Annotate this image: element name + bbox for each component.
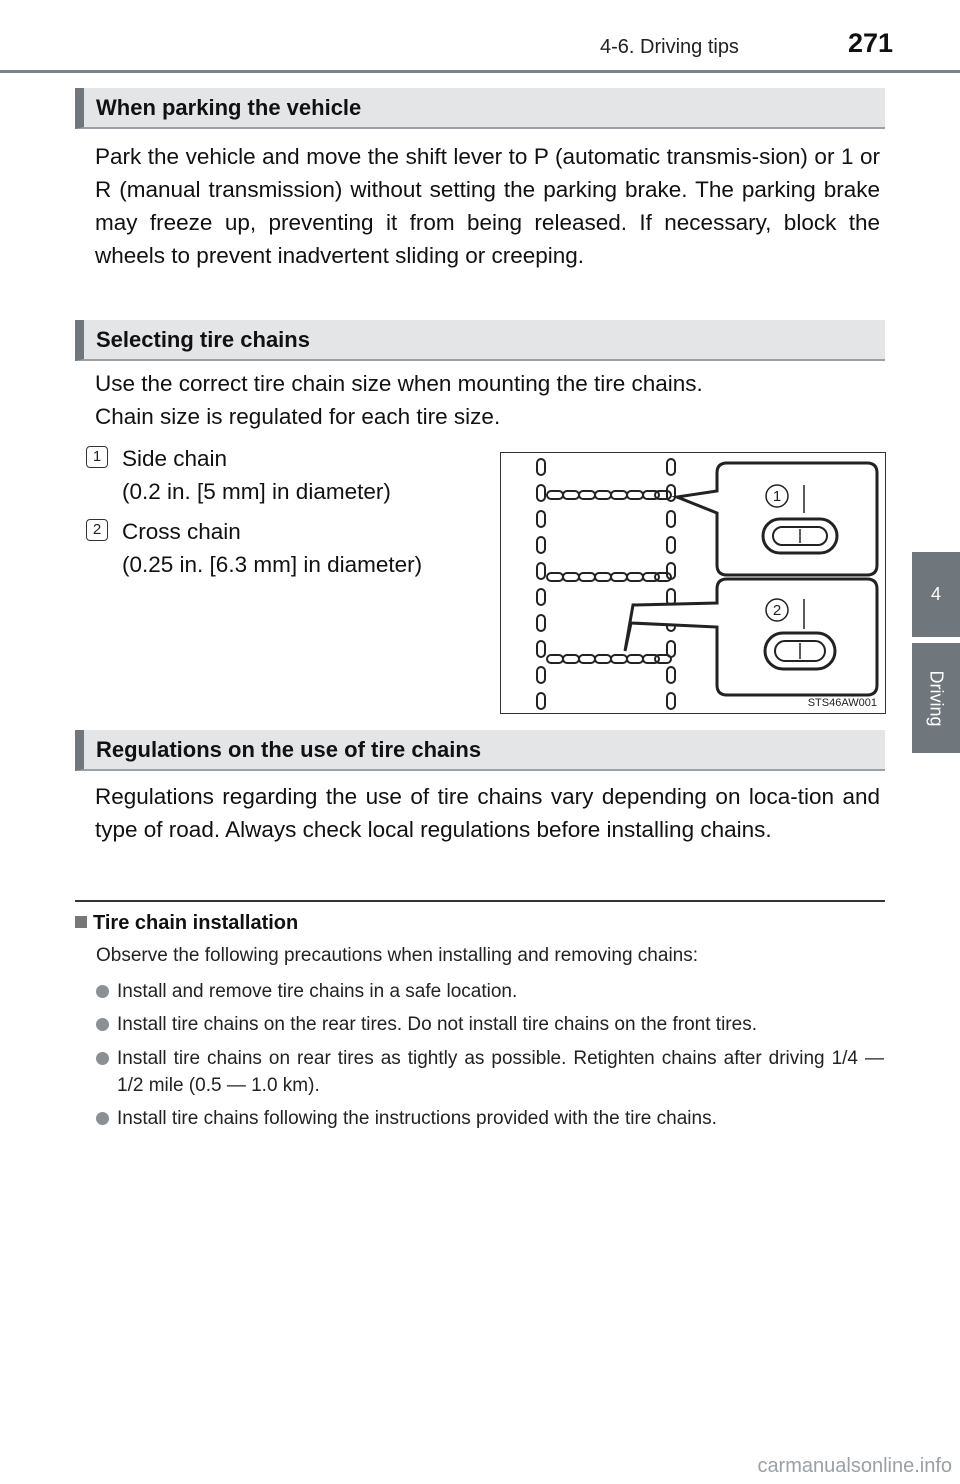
callout-cross-chain <box>625 579 877 695</box>
bullet-dot-icon <box>96 1018 109 1031</box>
cross-chain-top <box>547 491 671 499</box>
callout-1-number: 1 <box>772 488 782 505</box>
side-chain-detail: (0.2 in. [5 mm] in diameter) <box>122 479 391 504</box>
section-divider <box>75 900 885 902</box>
parking-paragraph: Park the vehicle and move the shift lever to P (automatic transmis-sion) or 1 or R (manual transmission) without setting the parking brake. The parking brake may freeze up, preventing it from being released. If necessary, block the wheels to prevent inadvertent sliding or creeping. <box>95 144 880 268</box>
heading-parking: When parking the vehicle <box>75 88 885 129</box>
list-item <box>96 1011 884 1038</box>
header-rule <box>0 70 960 73</box>
cross-chain-detail: (0.25 in. [6.3 mm] in diameter) <box>122 552 423 577</box>
list-item <box>96 1105 884 1132</box>
installation-heading <box>75 912 298 935</box>
list-item <box>96 978 884 1005</box>
list-item-text: Install tire chains on the rear tires. Do not install tire chains on the front tires. <box>117 1014 757 1035</box>
chains-line-1: Use the correct tire chain size when mounting the tire chains. <box>95 371 703 396</box>
regulations-paragraph: Regulations regarding the use of tire chains vary depending on loca-tion and type of road. Always check local regulations before installing chains. <box>95 784 880 842</box>
section-title: 4-6. Driving tips <box>600 36 739 58</box>
watermark: carmanualsonline.info <box>757 1455 952 1477</box>
item-number-1: 1 <box>86 446 108 468</box>
tire-chain-illustration <box>500 452 886 714</box>
square-bullet-icon <box>75 916 87 928</box>
chapter-label: Driving <box>926 669 947 727</box>
chapter-tab-number[interactable] <box>912 552 960 637</box>
bullet-dot-icon <box>96 985 109 998</box>
installation-intro: Observe the following precautions when installing and removing chains: <box>96 945 699 966</box>
side-chain-label: Side chain <box>122 446 228 471</box>
page-number: 271 <box>848 28 894 58</box>
item-number-2: 2 <box>86 519 108 541</box>
chapter-number: 4 <box>930 584 941 604</box>
callout-2-number: 2 <box>772 602 782 619</box>
heading-selecting-chains: Selecting tire chains <box>75 320 885 361</box>
list-item <box>96 1045 884 1099</box>
heading-regulations: Regulations on the use of tire chains <box>75 730 885 771</box>
figure-code: STS46AW001 <box>807 697 877 709</box>
callout-side-chain <box>677 463 877 575</box>
cross-chain-middle <box>547 573 671 581</box>
bullet-dot-icon <box>96 1112 109 1125</box>
list-item-text: Install and remove tire chains in a safe location. <box>117 981 518 1002</box>
side-chain-left <box>537 458 545 709</box>
cross-chain-bottom <box>547 655 671 663</box>
list-item-text: Install tire chains on rear tires as tightly as possible. Retighten chains after driving 1/4 — 1/2 mile (0.5 — 1.0 km). <box>117 1048 884 1096</box>
chains-line-2: Chain size is regulated for each tire size. <box>95 404 501 429</box>
list-item-text: Install tire chains following the instructions provided with the tire chains. <box>117 1108 717 1129</box>
installation-heading-text: Tire chain installation <box>93 912 299 934</box>
tire-chain-drawing <box>501 453 884 712</box>
chapter-tab-label[interactable] <box>912 643 960 753</box>
cross-chain-label: Cross chain <box>122 519 241 544</box>
bullet-dot-icon <box>96 1052 109 1065</box>
